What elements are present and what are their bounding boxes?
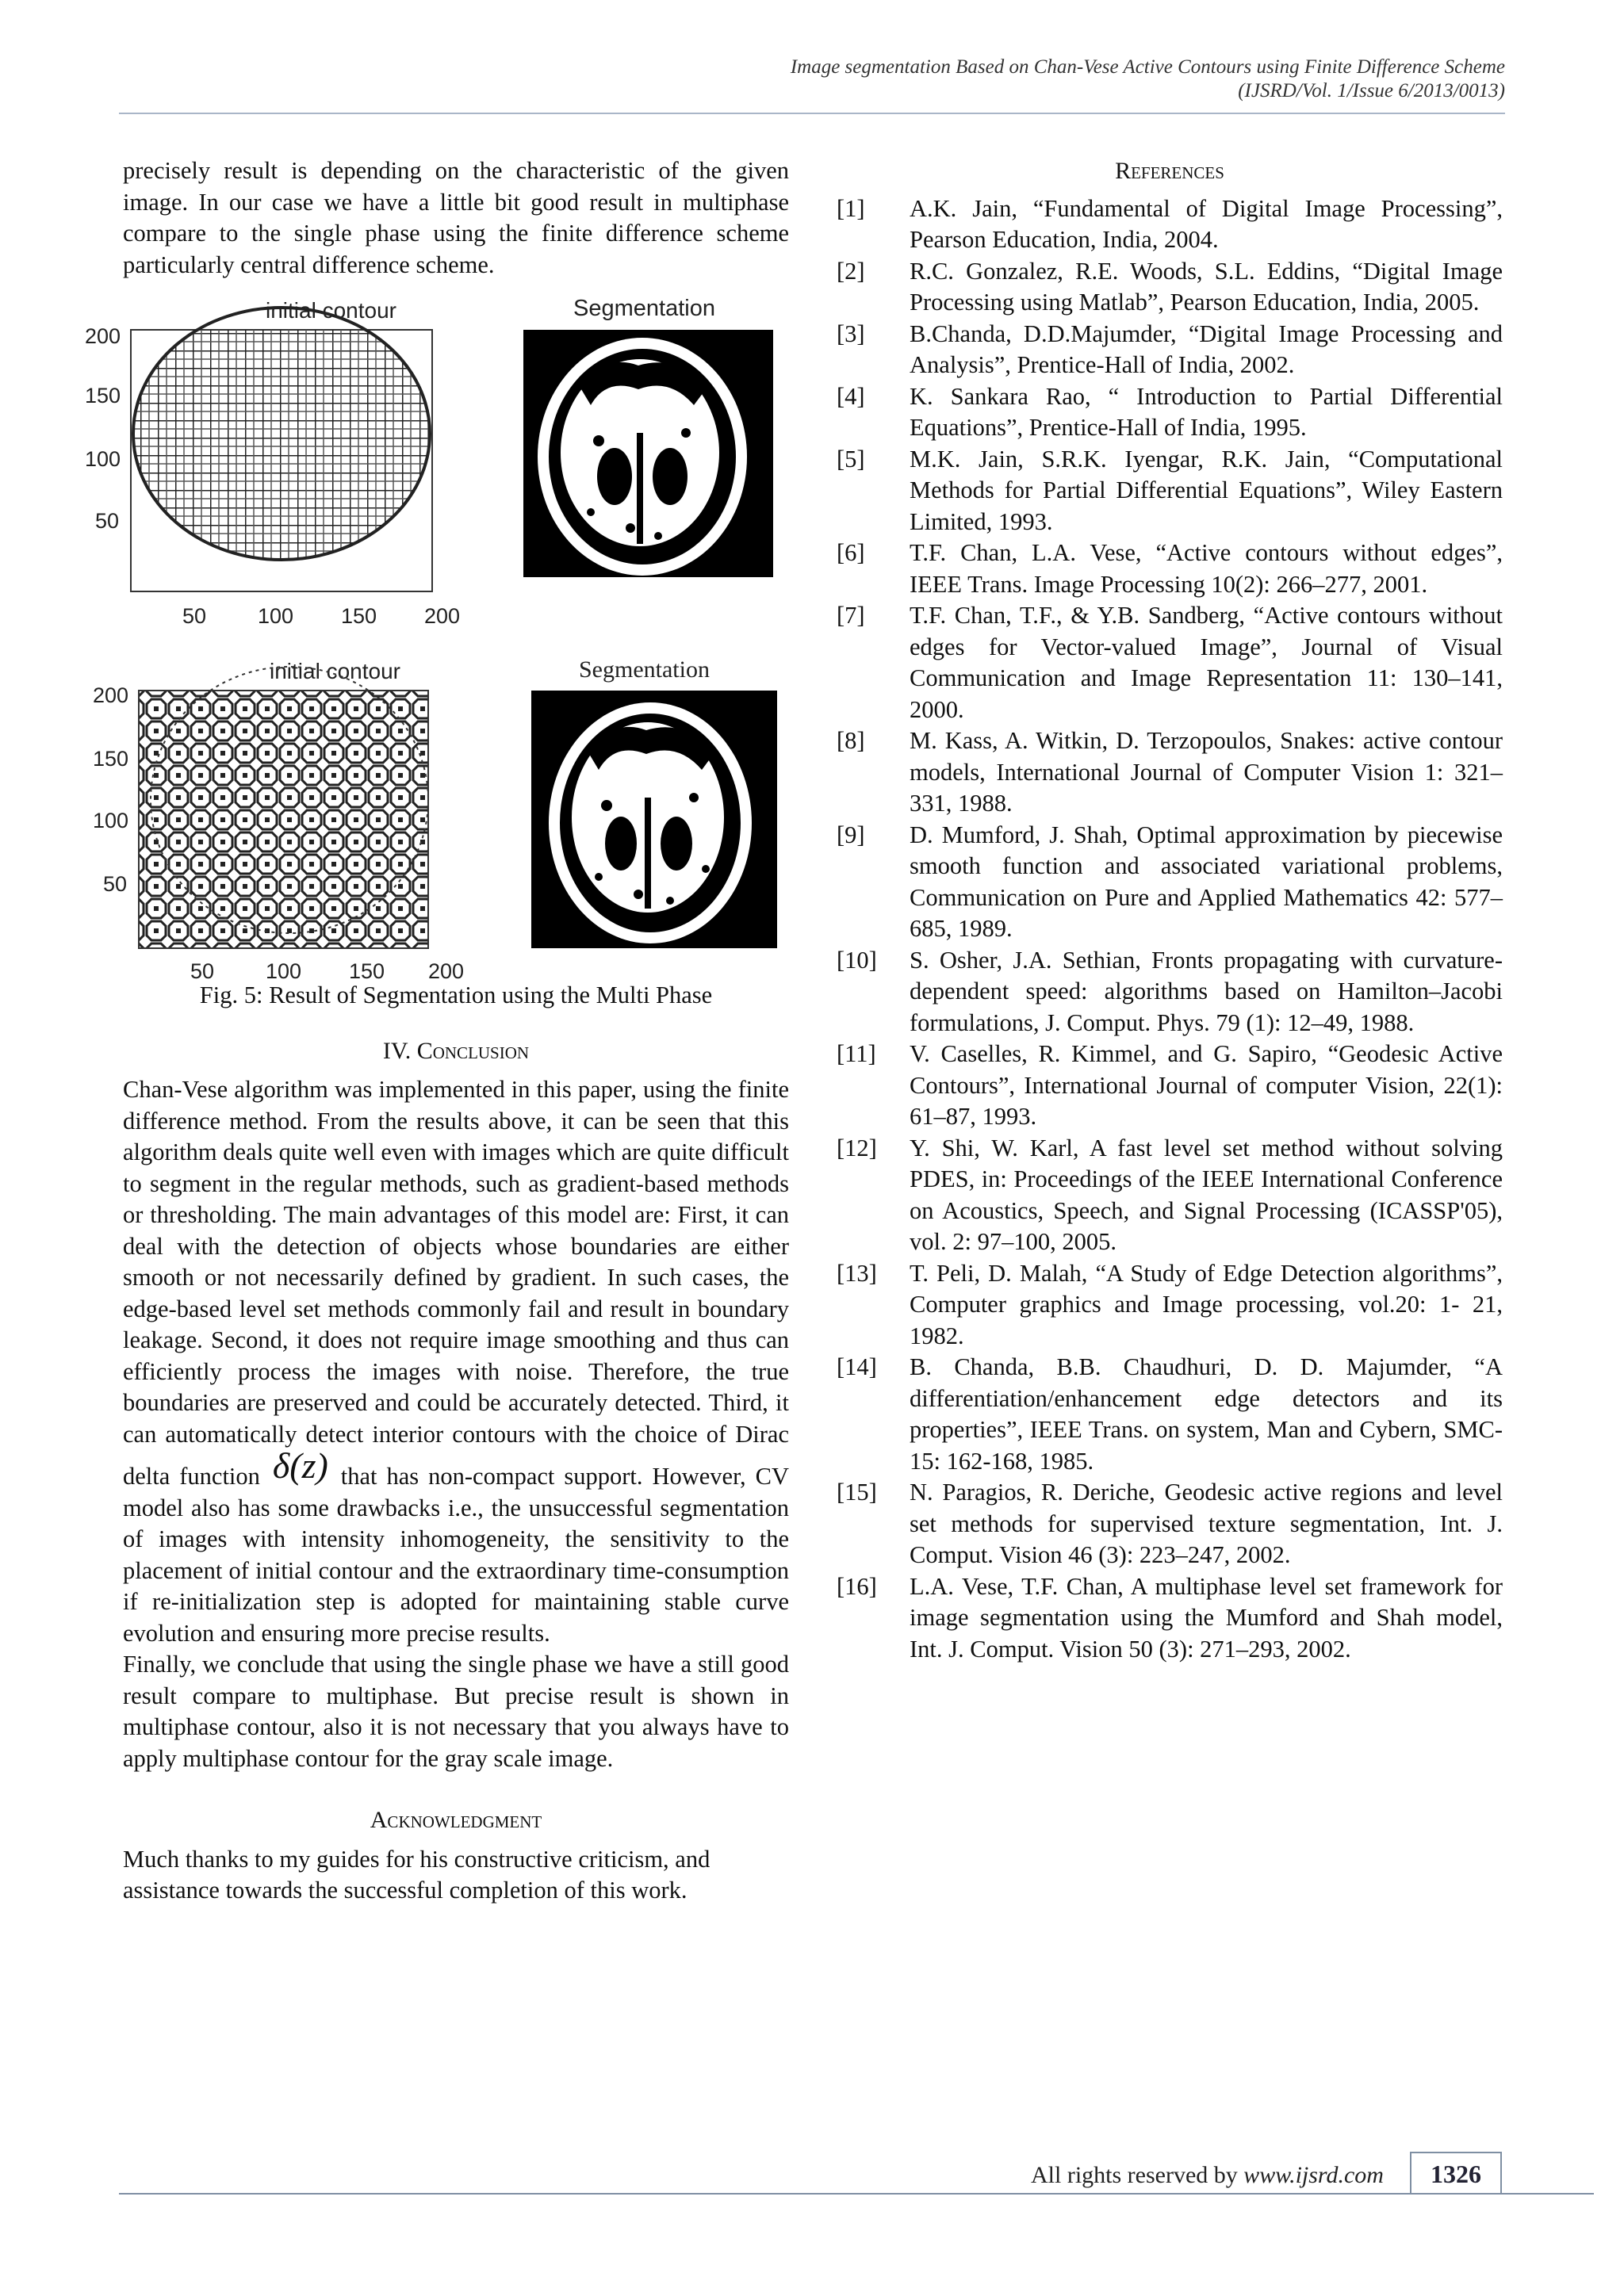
conclusion-p1-after: that has non-compact support. However, CV model also has some drawbacks i.e., the unsuccessful segmentation of images with intensity inhomogeneity, the sensitivity to the placement of initial contour and the extraordinary time-consumption if re-initialization step is adopted for maintaining stable curve evolution and ensuring more precise results. bbox=[123, 1463, 789, 1647]
reference-number: [1] bbox=[837, 194, 865, 222]
conclusion-heading bbox=[123, 1035, 789, 1067]
y-tick: 150 bbox=[93, 747, 129, 771]
conclusion-paragraph-1 bbox=[123, 1074, 789, 1649]
reference-text: V. Caselles, R. Kimmel, and G. Sapiro, “Geodesic Active Contours”, International Journal of computer Vision, 22(1): 61–87, 1993. bbox=[910, 1040, 1503, 1130]
y-tick: 50 bbox=[103, 872, 128, 896]
intro-paragraph: precisely result is depending on the characteristic of the given image. In our case we have a little bit good result in multiphase compare to the single phase using the finite difference scheme particularly central difference scheme. bbox=[123, 157, 789, 278]
x-tick: 150 bbox=[341, 604, 377, 628]
header-journal: (IJSRD/Vol. 1/Issue 6/2013/0013) bbox=[1238, 80, 1505, 101]
header-divider bbox=[119, 113, 1505, 114]
y-tick: 50 bbox=[95, 509, 120, 533]
acknowledgment-title: Acknowledgment bbox=[370, 1807, 542, 1833]
acknowledgment-heading bbox=[123, 1804, 789, 1836]
page-number: 1326 bbox=[1410, 2152, 1502, 2195]
reference-number: [12] bbox=[837, 1134, 877, 1161]
reference-text: B. Chanda, B.B. Chaudhuri, D. D. Majumder, “A differentiation/enhancement edge detectors and its properties”, IEEE Trans. on system, Man and Cybern, SMC-15: 162-168, 1985. bbox=[910, 1353, 1503, 1475]
conclusion-paragraph-2: Finally, we conclude that using the single phase we have a still good result compare to multiphase. But precise result is shown in multiphase contour, also it is not necessary that you always have to apply multiphase contour for the gray scale image. bbox=[123, 1651, 789, 1772]
reference-item bbox=[837, 193, 1503, 256]
bottom-left-axes bbox=[139, 691, 428, 948]
references-heading bbox=[837, 155, 1503, 187]
footer-rights bbox=[1031, 2162, 1384, 2189]
figure-5-graphic bbox=[85, 296, 789, 983]
footer-site-link[interactable]: www.ijsrd.com bbox=[1243, 2162, 1384, 2188]
reference-text: S. Osher, J.A. Sethian, Fronts propagating with curvature-dependent speed: algorithms based on Hamilton–Jacobi formulations, J. Comput. Phys. 79 (1): 12–49, 1988. bbox=[910, 946, 1503, 1036]
reference-item bbox=[837, 444, 1503, 538]
y-tick: 200 bbox=[93, 683, 129, 707]
reference-number: [3] bbox=[837, 320, 865, 347]
right-column bbox=[837, 155, 1503, 1665]
reference-text: M. Kass, A. Witkin, D. Terzopoulos, Snakes: active contour models, International Journal of Computer Vision 1: 321–331, 1988. bbox=[910, 727, 1503, 817]
reference-text: T. Peli, D. Malah, “A Study of Edge Detection algorithms”, Computer graphics and Image processing, vol.20: 1- 21, 1982. bbox=[910, 1259, 1503, 1349]
reference-text: Y. Shi, W. Karl, A fast level set method without solving PDES, in: Proceedings of the IEEE International Conference on Acoustics, Speech, and Signal Processing (ICASSP'05), vol. 2: 97–100, 2005. bbox=[910, 1134, 1503, 1255]
dirac-delta-formula: δ(z) bbox=[272, 1445, 328, 1486]
left-column bbox=[85, 155, 789, 1907]
reference-item bbox=[837, 538, 1503, 600]
reference-text: A.K. Jain, “Fundamental of Digital Image Processing”, Pearson Education, India, 2004. bbox=[910, 194, 1503, 253]
reference-item bbox=[837, 1133, 1503, 1258]
bottom-left-y-ticks bbox=[93, 683, 128, 896]
top-right-segmentation-image bbox=[523, 330, 773, 577]
reference-text: N. Paragios, R. Deriche, Geodesic active regions and level set methods for supervised texture segmentation, Int. J. Comput. Vision 46 (3): 223–247, 2002. bbox=[910, 1479, 1503, 1568]
y-tick: 100 bbox=[85, 447, 121, 471]
reference-number: [2] bbox=[837, 257, 865, 285]
x-tick: 50 bbox=[182, 604, 207, 628]
reference-item bbox=[837, 1352, 1503, 1477]
bottom-right-panel-title: Segmentation bbox=[579, 656, 710, 683]
y-tick: 100 bbox=[93, 809, 129, 832]
reference-item bbox=[837, 820, 1503, 945]
conclusion-p1-before: Chan-Vese algorithm was implemented in this paper, using the finite difference method. From the results above, it can be seen that this algorithm deals quite well even with images which are quite difficult to segment in the regular methods, such as gradient-based methods or thresholding. The main advantages of this model are: First, it can deal with the detection of objects whose boundaries are either smooth or not necessarily defined by gradient. In such cases, the edge-based level set methods commonly fail and result in boundary leakage. Second, it does not require image smoothing and thus can efficiently process the images with noise. Therefore, the true boundaries are preserved and could be accurately detected. Third, it can automatically detect interior contours with the choice of Dirac delta function bbox=[123, 1076, 789, 1490]
reference-number: [8] bbox=[837, 727, 865, 754]
x-tick: 200 bbox=[428, 959, 465, 983]
reference-text: R.C. Gonzalez, R.E. Woods, S.L. Eddins, “Digital Image Processing using Matlab”, Pearson Education, India, 2005. bbox=[910, 257, 1503, 316]
x-tick: 150 bbox=[349, 959, 385, 983]
acknowledgment-text: Much thanks to my guides for his constructive criticism, and assistance towards the successful completion of this work. bbox=[123, 1845, 710, 1904]
footer-divider bbox=[119, 2193, 1505, 2195]
top-left-x-ticks bbox=[182, 604, 460, 628]
reference-number: [15] bbox=[837, 1479, 877, 1506]
y-tick: 200 bbox=[85, 324, 121, 348]
reference-item bbox=[837, 1571, 1503, 1666]
reference-item bbox=[837, 1477, 1503, 1571]
references-title: References bbox=[1115, 158, 1224, 184]
top-right-panel-title: Segmentation bbox=[573, 296, 715, 321]
reference-item bbox=[837, 319, 1503, 381]
conclusion-title: Conclusion bbox=[416, 1037, 530, 1064]
reference-item bbox=[837, 945, 1503, 1039]
figure-5 bbox=[85, 296, 789, 983]
bottom-left-panel-title: initial contour bbox=[270, 659, 400, 683]
y-tick: 150 bbox=[85, 384, 121, 408]
x-tick: 100 bbox=[258, 604, 294, 628]
reference-number: [16] bbox=[837, 1572, 877, 1600]
reference-text: D. Mumford, J. Shah, Optimal approximation by piecewise smooth function and associated variational problems, Communication on Pure and Applied Mathematics 42: 577–685, 1989. bbox=[910, 821, 1503, 942]
x-tick: 100 bbox=[266, 959, 302, 983]
reference-text: L.A. Vese, T.F. Chan, A multiphase level set framework for image segmentation using the Mumford and Shah model, Int. J. Comput. Vision 50 (3): 271–293, 2002. bbox=[910, 1572, 1503, 1663]
reference-number: [6] bbox=[837, 539, 865, 566]
reference-number: [10] bbox=[837, 946, 877, 974]
reference-number: [4] bbox=[837, 382, 865, 410]
reference-item bbox=[837, 256, 1503, 319]
reference-text: M.K. Jain, S.R.K. Iyengar, R.K. Jain, “Computational Methods for Partial Differential Equations”, Wiley Eastern Limited, 1993. bbox=[910, 445, 1503, 535]
reference-text: T.F. Chan, L.A. Vese, “Active contours without edges”, IEEE Trans. Image Processing 10(2): 266–277, 2001. bbox=[910, 539, 1503, 598]
reference-number: [7] bbox=[837, 602, 865, 629]
reference-number: [11] bbox=[837, 1040, 876, 1067]
footer-rights-prefix: All rights reserved by bbox=[1031, 2162, 1238, 2188]
x-tick: 200 bbox=[424, 604, 461, 628]
reference-item bbox=[837, 1039, 1503, 1133]
reference-number: [5] bbox=[837, 445, 865, 473]
reference-text: T.F. Chan, T.F., & Y.B. Sandberg, “Active contours without edges for Vector-valued Image”, Journal of Visual Communication and Image Representation 11: 130–141, 2000. bbox=[910, 602, 1503, 723]
top-left-panel-title: initial contour bbox=[266, 298, 396, 323]
conclusion-number: IV. bbox=[382, 1037, 412, 1064]
header-title: Image segmentation Based on Chan-Vese Active Contours using Finite Difference Scheme bbox=[790, 56, 1505, 78]
reference-text: B.Chanda, D.D.Majumder, “Digital Image Processing and Analysis”, Prentice-Hall of India, 2002. bbox=[910, 320, 1503, 378]
reference-item bbox=[837, 600, 1503, 725]
x-tick: 50 bbox=[190, 959, 215, 983]
reference-number: [13] bbox=[837, 1259, 877, 1287]
figure-caption: Fig. 5: Result of Segmentation using the Multi Phase bbox=[199, 982, 713, 1008]
reference-number: [9] bbox=[837, 821, 865, 848]
reference-list bbox=[837, 193, 1503, 1666]
reference-text: K. Sankara Rao, “ Introduction to Partial Differential Equations”, Prentice-Hall of India, 1995. bbox=[910, 382, 1503, 441]
reference-number: [14] bbox=[837, 1353, 877, 1380]
bottom-right-segmentation-image bbox=[531, 691, 777, 948]
running-header bbox=[119, 55, 1505, 103]
top-left-y-ticks bbox=[85, 324, 121, 533]
reference-item bbox=[837, 381, 1503, 444]
reference-item bbox=[837, 725, 1503, 820]
bottom-left-x-ticks bbox=[190, 959, 464, 983]
footer-divider-tail bbox=[1499, 2193, 1594, 2195]
reference-item bbox=[837, 1258, 1503, 1353]
